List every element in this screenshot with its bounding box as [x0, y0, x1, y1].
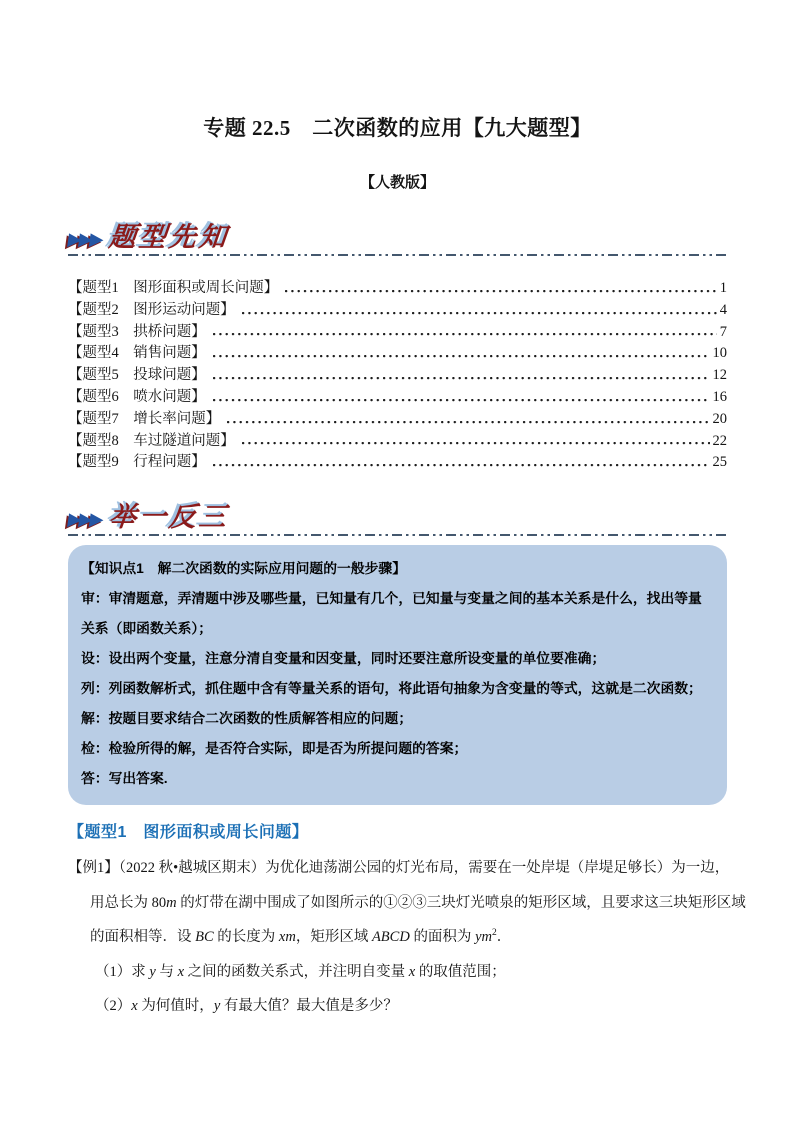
section-heading-type1: 【题型1 图形面积或周长问题】	[68, 824, 309, 842]
toc-page-number: 1	[719, 280, 727, 296]
toc-entry[interactable]	[68, 276, 727, 298]
knowledge-step: 检：检验所得的解，是否符合实际，即是否为所提问题的答案；	[81, 741, 468, 757]
toc-page-number: 12	[712, 367, 727, 384]
toc-leader-dots	[242, 429, 710, 451]
banner-practice	[66, 497, 727, 534]
toc-entry-label: 【题型2 图形运动问题】	[68, 301, 235, 318]
knowledge-step: 设：设出两个变量，注意分清自变量和因变量，同时还要注意所设变量的单位要准确；	[81, 651, 606, 667]
toc-entry[interactable]	[68, 320, 727, 342]
triple-arrow-icon: ▶▶▶	[66, 509, 103, 530]
example-text-line: 【例1】（2022 秋•越城区期末）为优化迪荡湖公园的灯光布局，需要在一处岸堤（岸堤足够长）为一边，	[68, 860, 730, 877]
toc-entry[interactable]	[68, 429, 727, 451]
toc-entry-label: 【题型1 图形面积或周长问题】	[68, 280, 279, 296]
toc-leader-dots	[213, 385, 710, 407]
banner-preview-label: 题型先知	[106, 222, 231, 253]
knowledge-step: 列：列函数解析式，抓住题中含有等量关系的语句，将此语句抽象为含变量的等式，这就是二次函数；	[81, 681, 702, 697]
knowledge-box-heading: 【知识点1 解二次函数的实际应用问题的一般步骤】	[81, 561, 406, 577]
toc-leader-dots	[213, 363, 710, 385]
dash-dot-divider	[68, 254, 727, 256]
toc-leader-dots	[213, 450, 710, 472]
toc-entry[interactable]	[68, 407, 727, 429]
toc-page-number: 16	[712, 388, 727, 405]
knowledge-step: 审：审清题意，弄清题中涉及哪些量，已知量有几个，已知量与变量之间的基本关系是什么，找出等量关系（即函数关系）；	[81, 591, 702, 637]
knowledge-box	[68, 545, 727, 805]
toc-entry-label: 【题型9 行程问题】	[68, 454, 206, 471]
toc-entry-label: 【题型6 喷水问题】	[68, 388, 206, 405]
toc-leader-dots	[227, 407, 709, 429]
banner-practice-label: 举一反三	[106, 502, 231, 534]
toc-page-number: 7	[719, 323, 727, 340]
knowledge-step: 答：写出答案.	[81, 771, 168, 787]
toc-leader-dots	[242, 298, 717, 320]
toc-entry-label: 【题型4 销售问题】	[68, 345, 206, 362]
table-of-contents	[68, 276, 727, 472]
dash-dot-divider	[68, 534, 727, 536]
toc-entry[interactable]	[68, 363, 727, 385]
knowledge-box-steps	[81, 584, 714, 794]
example-text-line: 的面积相等．设 BC 的长度为 xm，矩形区域 ABCD 的面积为 $ym^2$．	[90, 928, 512, 946]
edition-label: 【人教版】	[359, 175, 435, 191]
toc-entry[interactable]	[68, 298, 727, 320]
toc-entry-label: 【题型7 增长率问题】	[68, 410, 221, 427]
toc-page-number: 25	[712, 454, 727, 471]
toc-entry-label: 【题型8 车过隧道问题】	[68, 432, 235, 449]
page-title: 专题 22.5 二次函数的应用【九大题型】	[203, 116, 592, 140]
toc-page-number: 4	[719, 301, 727, 318]
toc-leader-dots	[213, 341, 710, 363]
toc-entry-label: 【题型3 拱桥问题】	[68, 323, 206, 340]
toc-page-number: 20	[712, 410, 727, 427]
toc-entry[interactable]	[68, 341, 727, 363]
knowledge-step: 解：按题目要求结合二次函数的性质解答相应的问题；	[81, 711, 413, 727]
toc-leader-dots	[285, 276, 717, 298]
toc-page-number: 10	[712, 345, 727, 362]
toc-page-number: 22	[712, 432, 727, 449]
triple-arrow-icon: ▶▶▶	[66, 229, 103, 249]
example-text-line: 用总长为 80m 的灯带在湖中围成了如图所示的①②③三块灯光喷泉的矩形区域，且要求这三块矩形区域	[90, 894, 746, 911]
toc-entry[interactable]	[68, 385, 727, 407]
toc-leader-dots	[213, 320, 717, 342]
banner-topic-preview	[68, 217, 727, 251]
example-text-line: （1）求 y 与 x 之间的函数关系式，并注明自变量 x 的取值范围；	[95, 963, 506, 980]
toc-entry-label: 【题型5 投球问题】	[68, 367, 206, 384]
example-text-line: （2）x 为何值时，y 有最大值？最大值是多少？	[95, 998, 398, 1015]
page-content	[66, 0, 746, 1024]
toc-entry[interactable]	[68, 450, 727, 472]
example-problem	[68, 851, 746, 1024]
